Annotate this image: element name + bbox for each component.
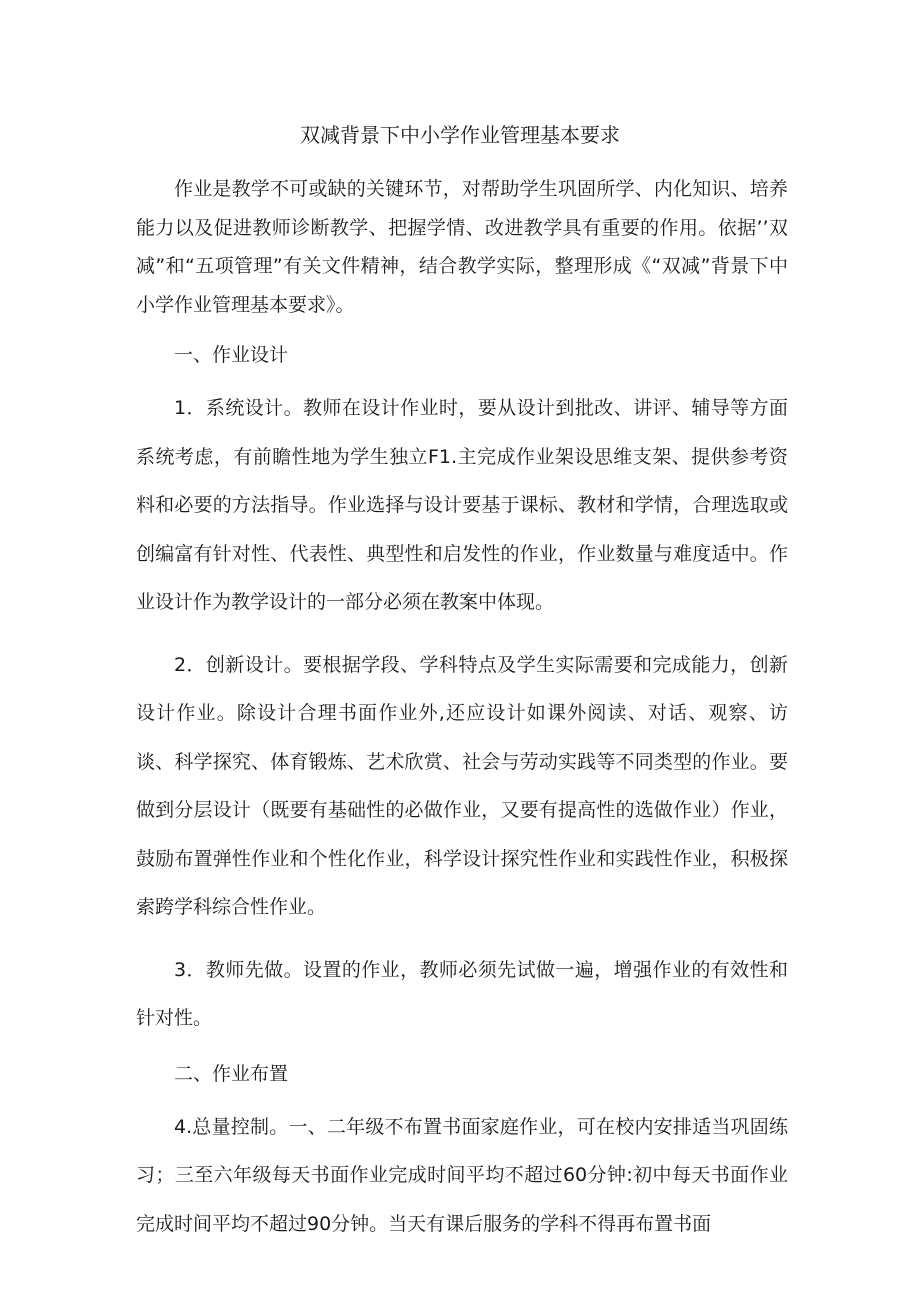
section-heading-assignment: 二、作业布置: [174, 1062, 289, 1085]
section-heading-design: 一、作业设计: [174, 344, 289, 366]
paragraph-system-design: 1．系统设计。教师在设计作业时，要从设计到批改、讲评、辅导等方面系统考虑，有前瞻性地为学生独立F1.主完成作业架设思维支架、提供参考资料和必要的方法指导。作业选择与设计要基于课标、教材和学情，合理选取或创编富有针对性、代表性、典型性和启发性的作业，作业数量与难度适中。作业设计作为教学设计的一部分必须在教案中体现。: [136, 397, 788, 613]
intro-paragraph: 作业是教学不可或缺的关键环节，对帮助学生巩固所学、内化知识、培养能力以及促进教师诊断教学、把握学情、改进教学具有重要的作用。依据’’双减”和“五项管理”有关文件精神，结合教学实际，整理形成《“双减”背景下中小学作业管理基本要求》。: [136, 178, 788, 316]
paragraph-innovative-design: 2．创新设计。要根据学段、学科特点及学生实际需要和完成能力，创新设计作业。除设计合理书面作业外,还应设计如课外阅读、对话、观察、访谈、科学探究、体育锻炼、艺术欣赏、社会与劳动实践等不同类型的作业。要做到分层设计（既要有基础性的必做作业，又要有提高性的选做作业）作业，鼓励布置弹性作业和个性化作业，科学设计探究性作业和实践性作业，积极探索跨学科综合性作业。: [136, 653, 788, 918]
document-body: [136, 170, 788, 1248]
paragraph-total-control: 4.总量控制。一、二年级不布置书面家庭作业，可在校内安排适当巩固练习；三至六年级每天书面作业完成时间平均不超过60分钟:初中每天书面作业完成时间平均不超过90分钟。当天有课后服务的学科不得再布置书面: [136, 1115, 788, 1235]
document-title: 双减背景下中小学作业管理基本要求: [300, 123, 620, 147]
paragraph-teacher-first: 3．教师先做。设置的作业，教师必须先试做一遍，增强作业的有效性和针对性。: [136, 958, 788, 1029]
